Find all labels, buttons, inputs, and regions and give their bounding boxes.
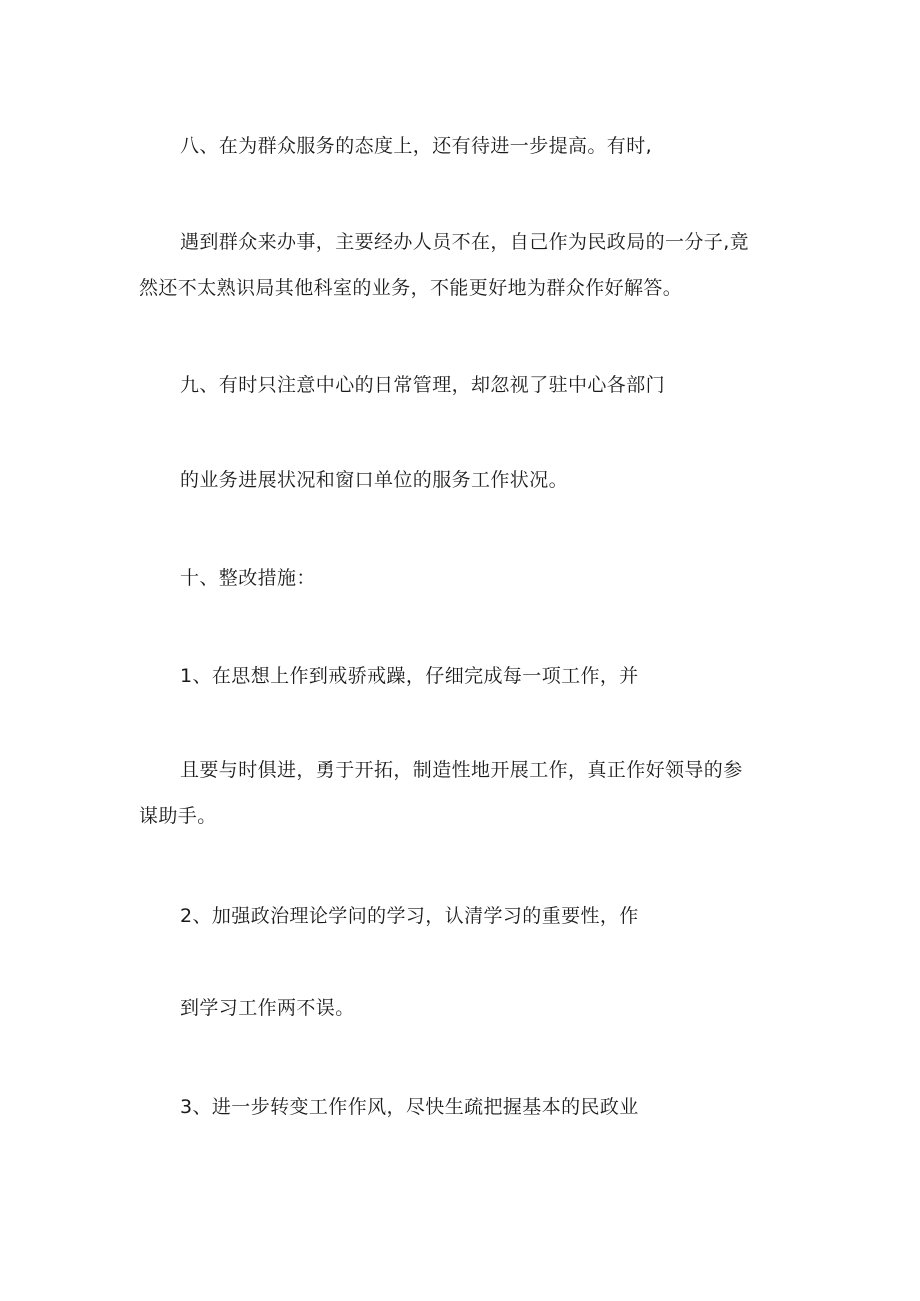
paragraph-8-line-1: 八、在为群众服务的态度上，还有待进一步提高。有时,	[180, 135, 653, 157]
paragraph-8-line-3: 然还不太熟识局其他科室的业务，不能更好地为群众作好解答。	[139, 277, 683, 299]
paragraph-9-line-1: 九、有时只注意中心的日常管理，却忽视了驻中心各部门	[180, 374, 666, 396]
measure-1-line-1: 1、在思想上作到戒骄戒躁，仔细完成每一项工作，并	[180, 665, 639, 687]
paragraph-8-line-2: 遇到群众来办事，主要经办人员不在，自己作为民政局的一分子,竟	[180, 231, 750, 253]
section-10-heading: 十、整改措施：	[180, 567, 316, 589]
paragraph-9-line-2: 的业务进展状况和窗口单位的服务工作状况。	[180, 469, 569, 491]
measure-2-line-2: 到学习工作两不误。	[180, 997, 355, 1019]
measure-1-line-2: 且要与时俱进，勇于开拓，制造性地开展工作，真正作好领导的参	[180, 759, 743, 781]
measure-1-line-3: 谋助手。	[139, 805, 217, 827]
measure-2-line-1: 2、加强政治理论学问的学习，认清学习的重要性，作	[180, 905, 639, 927]
measure-3-line-1: 3、进一步转变工作作风，尽快生疏把握基本的民政业	[180, 1096, 639, 1118]
